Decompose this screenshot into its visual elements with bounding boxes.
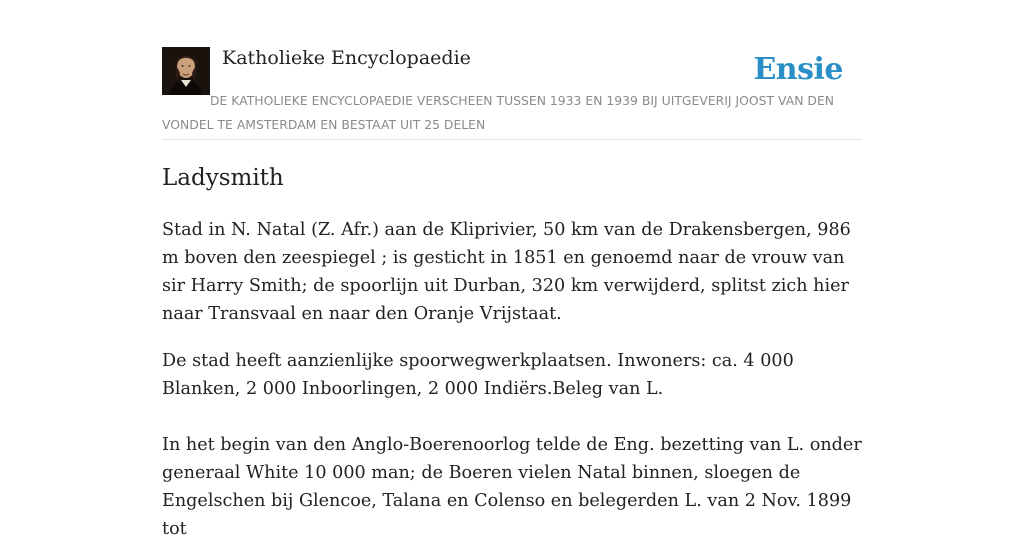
portrait-icon — [162, 47, 210, 95]
site-header — [162, 0, 862, 140]
article-paragraph-3: In het begin van den Anglo-Boerenoorlog telde de Eng. bezetting van L. onder generaal White 10 000 man; de Boeren vielen Natal binnen, sloegen de Engelschen bij Glencoe, Talana en Colenso en belegerden L. van 2 Nov. 1899 tot — [162, 435, 862, 539]
site-title[interactable]: Katholieke Encyclopaedie — [222, 47, 471, 69]
portrait-avatar[interactable] — [162, 47, 210, 95]
article-paragraph-2: De stad heeft aanzienlijke spoorwegwerkplaatsen. Inwoners: ca. 4 000 Blanken, 2 000 Inboorlingen, 2 000 Indiërs.Beleg van L. — [162, 351, 794, 399]
page — [162, 0, 862, 539]
article-title: Ladysmith — [162, 165, 284, 191]
article-paragraph-1: Stad in N. Natal (Z. Afr.) aan de Kliprivier, 50 km van de Drakensbergen, 986 m boven den zeespiegel ; is gesticht in 1851 en genoemd naar de vrouw van sir Harry Smith; de spoorlijn uit Durban, 320 km verwijderd, splitst zich hier naar Transvaal en naar den Oranje Vrijstaat. — [162, 220, 851, 324]
ensie-logo[interactable]: Ensie — [753, 52, 843, 87]
site-description: DE KATHOLIEKE ENCYCLOPAEDIE VERSCHEEN TUSSEN 1933 EN 1939 BIJ UITGEVERIJ JOOST VAN DEN VONDEL TE AMSTERDAM EN BESTAAT UIT 25 DELEN — [162, 93, 835, 132]
